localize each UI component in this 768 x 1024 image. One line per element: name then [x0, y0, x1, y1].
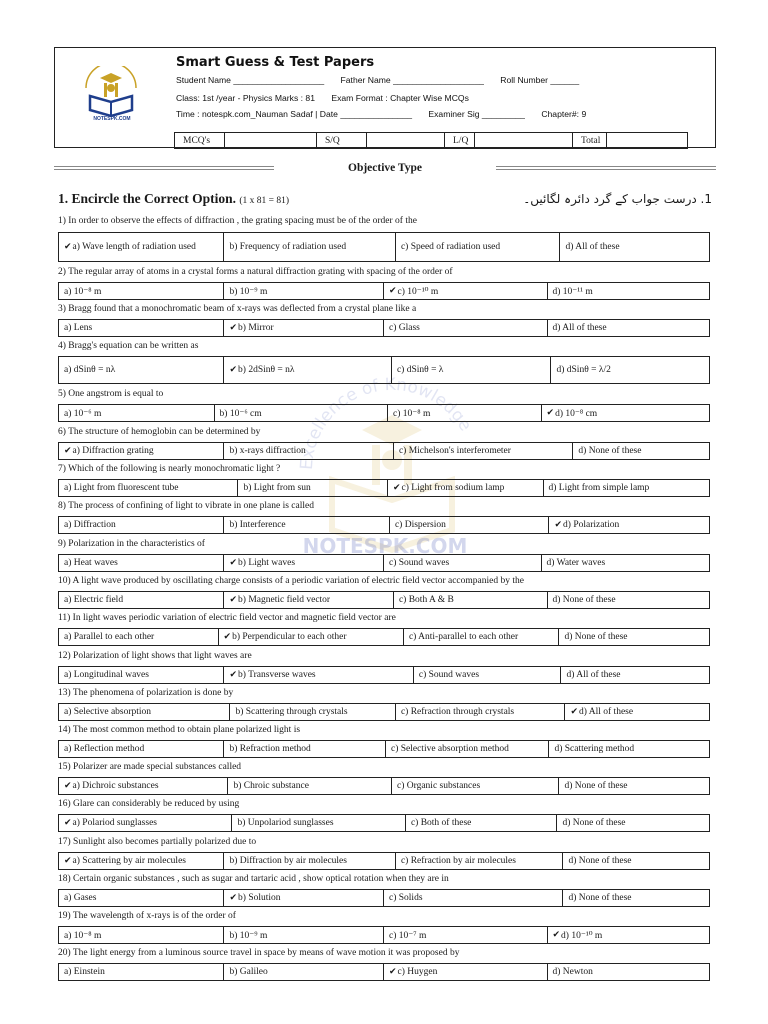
option-label: b) Frequency of radiation used — [229, 242, 347, 252]
option-label: b) Unpolariod sunglasses — [237, 818, 334, 828]
question-text: 10) A light wave produced by oscillating charge consists of a periodic variation of electric field vector accompanied by the — [58, 576, 524, 586]
option-b[interactable] — [215, 405, 388, 421]
option-b[interactable] — [224, 927, 384, 943]
option-c[interactable] — [404, 629, 560, 645]
student-name-field[interactable]: Student Name ___________________ — [176, 75, 325, 85]
option-a[interactable] — [59, 964, 224, 980]
option-label: a) 10⁻⁸ m — [64, 930, 102, 941]
question-text: 20) The light energy from a luminous source travel in space by means of wave motion it was proposed by — [58, 948, 460, 958]
option-label: c) Refraction through crystals — [400, 707, 515, 717]
option-label: a) Parallel to each other — [64, 632, 155, 642]
option-a[interactable] — [59, 480, 238, 496]
option-d[interactable] — [544, 480, 709, 496]
option-label: d) 10⁻⁸ cm — [555, 408, 598, 419]
checkmark-icon: ✔ — [64, 818, 72, 828]
option-label: a) Heat waves — [64, 558, 118, 568]
option-d[interactable] — [548, 964, 710, 980]
roll-number-field[interactable]: Roll Number ______ — [500, 75, 580, 85]
option-label: d) Water waves — [546, 558, 606, 568]
question-text: 7) Which of the following is nearly monochromatic light ? — [58, 464, 281, 474]
option-label: a) Longitudinal waves — [64, 670, 149, 680]
option-label: b) x-rays diffraction — [229, 446, 306, 456]
question-text: 5) One angstrom is equal to — [58, 389, 164, 399]
option-label: c) Speed of radiation used — [400, 242, 501, 252]
option-label: b) 10⁻⁹ m — [229, 286, 268, 297]
question-text: 4) Bragg's equation can be written as — [58, 341, 199, 351]
checkmark-icon: ✔ — [229, 323, 238, 333]
option-label: b) Interference — [229, 520, 286, 530]
section-marks: (1 x 81 = 81) — [239, 196, 290, 206]
option-d[interactable] — [548, 320, 710, 336]
option-label: d) Light from simple lamp — [548, 483, 650, 493]
question-text: 9) Polarization in the characteristics of — [58, 539, 205, 549]
option-c[interactable] — [384, 555, 542, 571]
question-text: 13) The phenomena of polarization is done by — [58, 688, 234, 698]
option-label: c) Sound waves — [389, 558, 450, 568]
time-date: Time : notespk.com_Nauman Sadaf | Date _______________ — [176, 109, 413, 119]
option-label: a) Selective absorption — [64, 707, 152, 717]
option-c[interactable] — [384, 964, 548, 980]
checkmark-icon: ✔ — [229, 595, 238, 605]
option-label: c) Light from sodium lamp — [401, 483, 505, 493]
options-row — [58, 926, 710, 944]
option-label: b) 2dSinθ = nλ — [238, 365, 295, 375]
options-row — [58, 703, 710, 721]
option-label: b) Chroic substance — [233, 781, 309, 791]
question-text: 2) The regular array of atoms in a crystal forms a natural diffraction grating with spacing of the order of — [58, 267, 453, 277]
option-label: a) 10⁻⁶ m — [64, 408, 102, 419]
option-a[interactable] — [59, 357, 224, 383]
option-b[interactable] — [224, 853, 395, 869]
total-label: Total — [573, 133, 607, 149]
option-a[interactable] — [59, 629, 219, 645]
option-c[interactable] — [406, 815, 558, 831]
option-label: d) None of these — [552, 595, 616, 605]
option-a[interactable] — [59, 517, 224, 533]
option-label: d) None of these — [564, 781, 628, 791]
objective-divider — [54, 162, 716, 176]
option-label: b) Perpendicular to each other — [232, 632, 347, 642]
option-label: d) All of these — [552, 323, 607, 333]
option-label: d) 10⁻¹⁰ m — [561, 930, 603, 941]
checkmark-icon: ✔ — [546, 408, 555, 418]
option-label: c) 10⁻⁷ m — [389, 930, 427, 941]
options-row — [58, 232, 710, 262]
option-b[interactable] — [232, 815, 405, 831]
option-label: a) 10⁻⁸ m — [64, 286, 102, 297]
checkmark-icon: ✔ — [229, 893, 238, 903]
option-label: b) Transverse waves — [238, 670, 316, 680]
checkmark-icon: ✔ — [552, 930, 561, 940]
options-row — [58, 889, 710, 907]
option-d[interactable] — [561, 667, 709, 683]
option-label: d) All of these — [565, 242, 620, 252]
option-a[interactable] — [59, 741, 224, 757]
student-info-line — [176, 75, 593, 85]
checkmark-icon: ✔ — [389, 967, 397, 977]
question-text: 15) Polarizer are made special substances called — [58, 762, 242, 772]
option-c[interactable] — [394, 592, 548, 608]
option-c[interactable] — [384, 283, 548, 299]
section-heading-text: 1. Encircle the Correct Option. — [58, 191, 236, 206]
options-row — [58, 319, 710, 337]
options-row — [58, 442, 710, 460]
option-c[interactable] — [386, 741, 550, 757]
option-label: c) Anti-parallel to each other — [408, 632, 519, 642]
option-a[interactable] — [59, 778, 228, 794]
option-label: c) dSinθ = λ — [396, 365, 444, 375]
option-d[interactable] — [549, 741, 709, 757]
option-label: c) Both of these — [410, 818, 472, 828]
option-b[interactable] — [224, 667, 413, 683]
options-row — [58, 963, 710, 981]
option-a[interactable] — [59, 890, 224, 906]
option-b[interactable] — [224, 517, 389, 533]
option-label: c) Sound waves — [418, 670, 480, 680]
option-d[interactable] — [551, 357, 709, 383]
options-row — [58, 282, 710, 300]
option-label: a) Wave length of radiation used — [72, 242, 196, 252]
option-a[interactable] — [59, 443, 224, 459]
option-label: b) Galileo — [229, 967, 268, 977]
option-label: d) Newton — [552, 967, 593, 977]
options-row — [58, 404, 710, 422]
question-text: 17) Sunlight also becomes partially polarized due to — [58, 837, 257, 847]
options-row — [58, 356, 710, 384]
option-d[interactable] — [559, 778, 709, 794]
options-row — [58, 479, 710, 497]
checkmark-icon: ✔ — [64, 242, 72, 252]
option-label: c) Huygen — [397, 967, 438, 977]
option-b[interactable] — [238, 480, 388, 496]
marks-table — [174, 132, 688, 149]
question-text: 19) The wavelength of x-rays is of the order of — [58, 911, 236, 921]
option-b[interactable] — [224, 443, 393, 459]
option-label: a) Lens — [64, 323, 93, 333]
option-label: b) Scattering through crystals — [235, 707, 348, 717]
option-b[interactable] — [224, 741, 386, 757]
option-label: d) None of these — [562, 818, 626, 828]
checkmark-icon: ✔ — [392, 483, 401, 493]
question-text: 12) Polarization of light shows that light waves are — [58, 651, 252, 661]
option-d[interactable] — [573, 443, 709, 459]
checkmark-icon: ✔ — [64, 781, 72, 791]
option-d[interactable] — [565, 704, 709, 720]
option-label: a) Diffraction — [64, 520, 116, 530]
checkmark-icon: ✔ — [229, 365, 238, 375]
options-row — [58, 554, 710, 572]
option-label: d) None of these — [564, 632, 628, 642]
time-info-line — [176, 109, 600, 119]
checkmark-icon: ✔ — [229, 558, 238, 568]
option-d[interactable] — [560, 233, 709, 261]
option-label: b) Magnetic field vector — [238, 595, 331, 605]
option-a[interactable] — [59, 283, 224, 299]
option-label: a) Electric field — [64, 595, 124, 605]
question-text: 14) The most common method to obtain plane polarized light is — [58, 725, 301, 735]
question-text: 18) Certain organic substances , such as sugar and tartaric acid , show optical rotation when they are in — [58, 874, 449, 884]
option-d[interactable] — [548, 927, 710, 943]
option-c[interactable] — [414, 667, 562, 683]
option-d[interactable] — [557, 815, 709, 831]
option-label: b) Light from sun — [243, 483, 311, 493]
option-label: c) Both A & B — [398, 595, 454, 605]
option-a[interactable] — [59, 853, 224, 869]
urdu-instruction: 1. درست جواب کے گرد دائرہ لگائیں۔ — [523, 192, 712, 206]
option-label: c) Dispersion — [394, 520, 446, 530]
option-label: b) 10⁻⁶ cm — [219, 408, 262, 419]
option-a[interactable] — [59, 233, 224, 261]
option-label: a) Scattering by air molecules — [72, 856, 186, 866]
option-label: d) None of these — [578, 446, 642, 456]
options-row — [58, 814, 710, 832]
option-label: d) dSinθ = λ/2 — [556, 365, 611, 375]
option-label: c) Organic substances — [396, 781, 481, 791]
option-label: c) Selective absorption method — [390, 744, 509, 754]
checkmark-icon: ✔ — [570, 707, 578, 717]
lq-score[interactable] — [475, 133, 573, 149]
option-b[interactable] — [230, 704, 395, 720]
option-label: b) Light waves — [238, 558, 296, 568]
option-a[interactable] — [59, 667, 224, 683]
option-c[interactable] — [396, 853, 563, 869]
option-b[interactable] — [224, 964, 384, 980]
class-info-line — [176, 93, 483, 103]
checkmark-icon: ✔ — [64, 856, 72, 866]
options-row — [58, 740, 710, 758]
option-b[interactable] — [228, 778, 392, 794]
options-row — [58, 516, 710, 534]
option-label: a) Gases — [64, 893, 97, 903]
objective-title: Objective Type — [348, 162, 422, 174]
chapter-number: Chapter#: 9 — [541, 109, 587, 119]
option-d[interactable] — [549, 517, 709, 533]
option-d[interactable] — [542, 405, 709, 421]
option-label: d) All of these — [566, 670, 621, 680]
option-c[interactable] — [392, 778, 559, 794]
option-a[interactable] — [59, 927, 224, 943]
question-text: 6) The structure of hemoglobin can be determined by — [58, 427, 261, 437]
watermark-text: NOTESPK.COM — [302, 534, 468, 558]
option-c[interactable] — [384, 320, 548, 336]
question-text: 8) The process of confining of light to vibrate in one plane is called — [58, 501, 314, 511]
section-heading — [58, 191, 289, 207]
option-c[interactable] — [396, 233, 561, 261]
option-c[interactable] — [394, 443, 573, 459]
lq-label: L/Q — [445, 133, 475, 149]
option-b[interactable] — [224, 283, 384, 299]
question-text: 3) Bragg found that a monochromatic beam of x-rays was deflected from a crystal plane like a — [58, 304, 417, 314]
option-label: a) Polariod sunglasses — [72, 818, 157, 828]
option-label: d) None of these — [568, 893, 632, 903]
option-label: d) All of these — [578, 707, 634, 717]
option-c[interactable] — [384, 927, 548, 943]
examiner-sig: Examiner Sig _________ — [428, 109, 525, 119]
checkmark-icon: ✔ — [64, 446, 72, 456]
option-d[interactable] — [563, 853, 709, 869]
option-a[interactable] — [59, 704, 230, 720]
option-label: b) 10⁻⁹ m — [229, 930, 268, 941]
sq-score[interactable] — [367, 133, 445, 149]
option-label: d) Polarization — [563, 520, 620, 530]
exam-format: Exam Format : Chapter Wise MCQs — [331, 93, 469, 103]
option-a[interactable] — [59, 592, 224, 608]
option-c[interactable] — [384, 890, 563, 906]
option-label: c) 10⁻¹⁰ m — [397, 286, 439, 297]
options-row — [58, 666, 710, 684]
option-a[interactable] — [59, 320, 224, 336]
options-row — [58, 777, 710, 795]
option-label: a) Reflection method — [64, 744, 145, 754]
option-b[interactable] — [224, 555, 384, 571]
option-b[interactable] — [224, 890, 384, 906]
checkmark-icon: ✔ — [223, 632, 232, 642]
question-text: 11) In light waves periodic variation of electric field vector and magnetic field vector are — [58, 613, 396, 623]
option-label: a) dSinθ = nλ — [64, 365, 116, 375]
option-c[interactable] — [396, 704, 565, 720]
option-label: b) Diffraction by air molecules — [229, 856, 347, 866]
watermark-arc-text: Excellence of Knowledge — [296, 374, 476, 471]
option-b[interactable] — [224, 357, 391, 383]
option-a[interactable] — [59, 815, 232, 831]
mcq-score[interactable] — [225, 133, 317, 149]
question-text: 1) In order to observe the effects of diffraction , the grating spacing must be of the order of the — [58, 216, 417, 226]
options-row — [58, 852, 710, 870]
option-label: b) Refraction method — [229, 744, 311, 754]
option-d[interactable] — [548, 283, 710, 299]
sq-label: S/Q — [317, 133, 367, 149]
checkmark-icon: ✔ — [389, 286, 397, 296]
option-b[interactable] — [224, 592, 393, 608]
class-marks: Class: 1st /year - Physics Marks : 81 — [176, 93, 315, 103]
option-b[interactable] — [219, 629, 404, 645]
options-row — [58, 591, 710, 609]
option-b[interactable] — [224, 233, 395, 261]
option-label: c) Solids — [389, 893, 423, 903]
father-name-field[interactable]: Father Name ___________________ — [340, 75, 484, 85]
option-d[interactable] — [548, 592, 710, 608]
option-c[interactable] — [390, 517, 550, 533]
logo-caption: NOTESPK.COM — [93, 116, 131, 122]
option-label: a) Light from fluorescent tube — [64, 483, 179, 493]
option-label: d) None of these — [568, 856, 632, 866]
checkmark-icon: ✔ — [554, 520, 563, 530]
option-d[interactable] — [559, 629, 709, 645]
option-label: c) Glass — [389, 323, 420, 333]
option-label: c) 10⁻⁸ m — [393, 408, 431, 419]
option-c[interactable] — [392, 357, 552, 383]
option-d[interactable] — [563, 890, 709, 906]
option-label: d) Scattering method — [554, 744, 635, 754]
option-b[interactable] — [224, 320, 384, 336]
option-label: a) Einstein — [64, 967, 105, 977]
option-label: a) Dichroic substances — [72, 781, 159, 791]
page-title: Smart Guess & Test Papers — [176, 55, 375, 70]
total-score[interactable] — [607, 133, 688, 149]
option-label: b) Mirror — [238, 323, 274, 333]
option-label: a) Diffraction grating — [72, 446, 154, 456]
option-c[interactable] — [388, 480, 544, 496]
option-d[interactable] — [542, 555, 709, 571]
option-a[interactable] — [59, 555, 224, 571]
option-label: d) 10⁻¹¹ m — [552, 286, 593, 297]
option-label: c) Michelson's interferometer — [398, 446, 511, 456]
question-text: 16) Glare can considerably be reduced by using — [58, 799, 240, 809]
checkmark-icon: ✔ — [229, 670, 238, 680]
option-a[interactable] — [59, 405, 215, 421]
options-row — [58, 628, 710, 646]
option-label: b) Solution — [238, 893, 281, 903]
option-c[interactable] — [388, 405, 542, 421]
mcq-label: MCQ's — [175, 133, 225, 149]
option-label: c) Refraction by air molecules — [400, 856, 516, 866]
